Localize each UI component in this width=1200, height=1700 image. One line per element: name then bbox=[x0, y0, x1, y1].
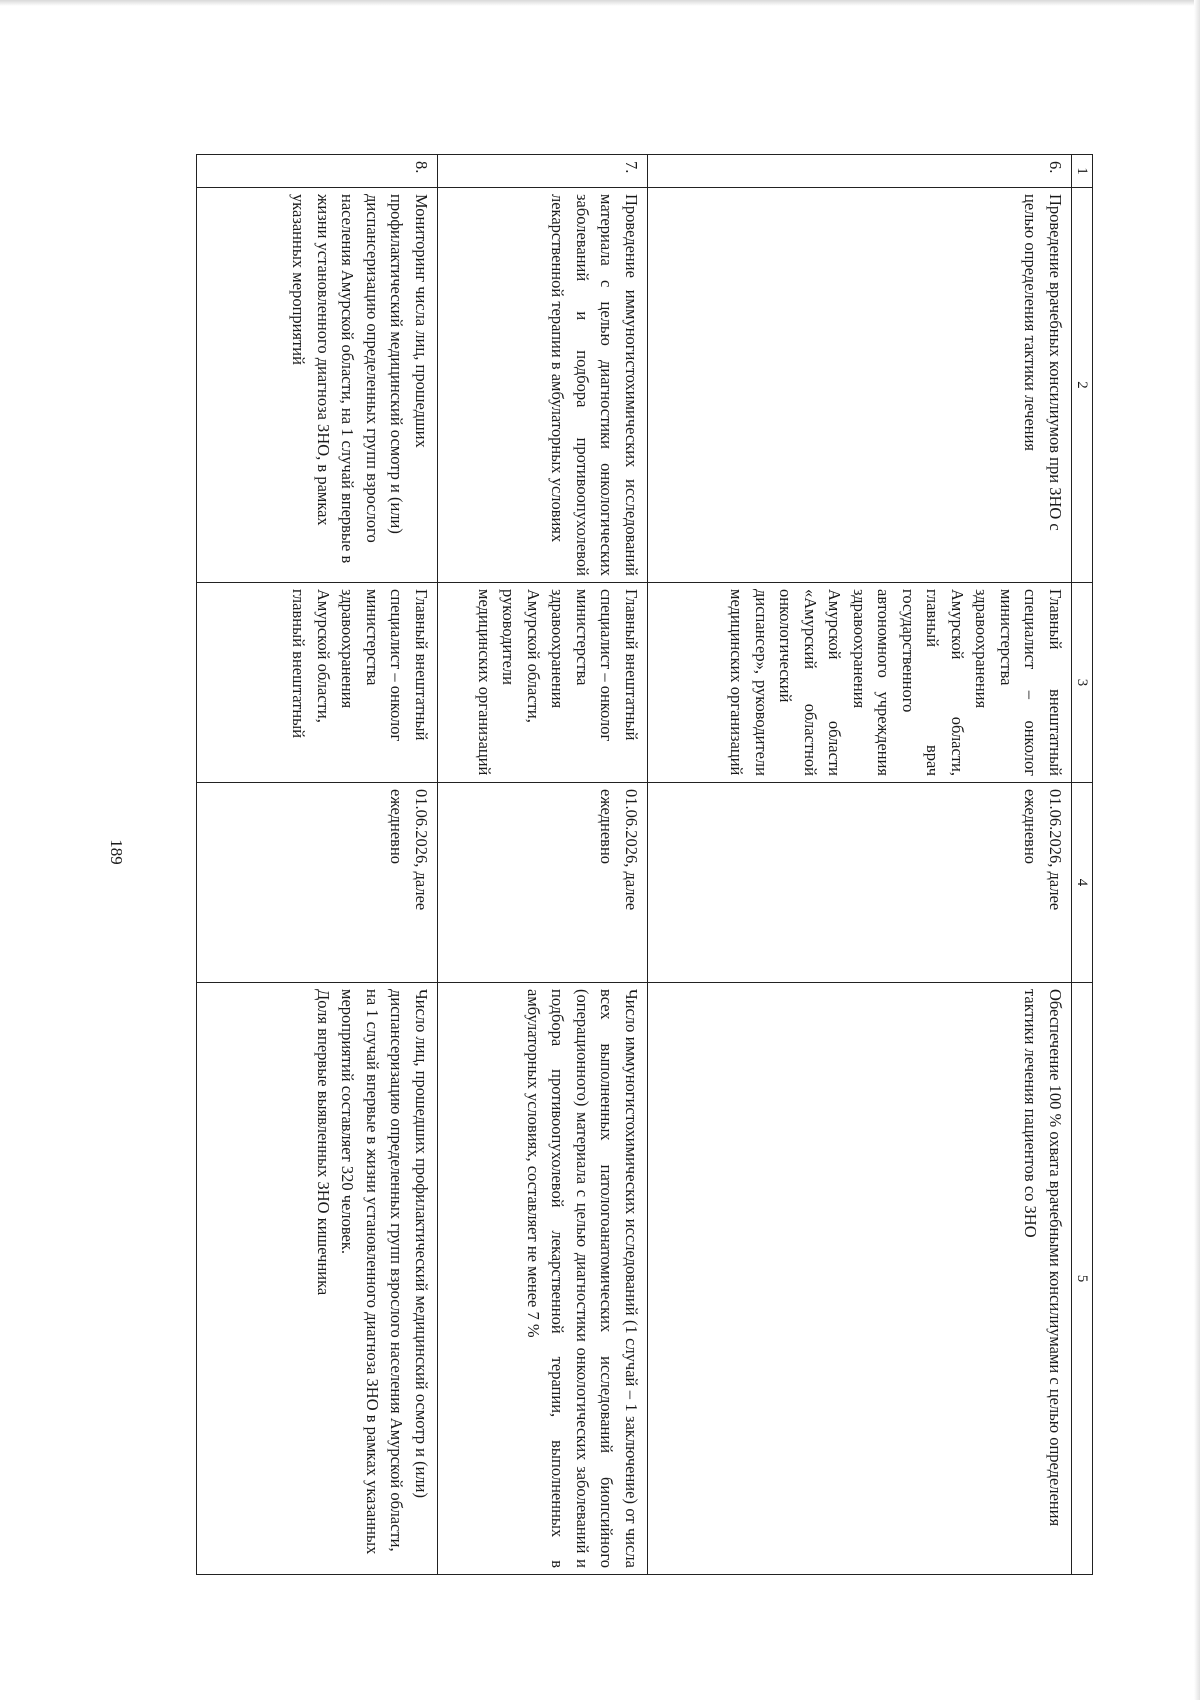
column-number-3: 3 bbox=[1072, 583, 1093, 783]
action-plan-table bbox=[196, 154, 1093, 1575]
row-number-cell: 6. bbox=[648, 155, 1072, 188]
event-cell: Проведение иммуногистохимических исследований материала с целью диагностики онкологических заболеваний и подбора противоопухолевой лекарственной терапии в амбулаторных условиях bbox=[438, 188, 648, 583]
responsible-cell: Главный внештатный специалист – онколог министерства здравоохранения Амурской области, главный врач государственного автономного учреждения здравоохранения Амурской области «Амурский областной онкологический диспансер», руководители медицинских организаций bbox=[648, 583, 1072, 783]
responsible-cell: Главный внештатный специалист – онколог министерства здравоохранения Амурской области, руководители медицинских организаций bbox=[438, 583, 648, 783]
table-row bbox=[197, 155, 438, 1575]
table-row bbox=[438, 155, 648, 1575]
row-number-cell: 7. bbox=[438, 155, 648, 188]
result-cell bbox=[197, 983, 438, 1575]
result-paragraph: Число лиц, прошедших профилактический медицинский осмотр и (или) диспансеризацию определенных групп взрослого населения Амурской области, на 1 случай впервые в жизни установленного диагноза ЗНО в рамках указанных мероприятий составляет 320 человек. bbox=[338, 989, 431, 1555]
result-cell: Обеспечение 100 % охвата врачебными консилиумами с целью определения тактики лечения пациентов со ЗНО bbox=[648, 983, 1072, 1575]
event-cell: Проведение врачебных консилиумов при ЗНО с целью определения тактики лечения bbox=[648, 188, 1072, 583]
event-cell: Мониторинг числа лиц, прошедших профилактический медицинский осмотр и (или) диспансеризацию определенных групп взрослого населения Амурской области, на 1 случай впервые в жизни установленного диагноза ЗНО, в рамках указанных мероприятий bbox=[197, 188, 438, 583]
result-cell: Число иммуногистохимических исследований (1 случай – 1 заключение) от числа всех выполненных патологоанатомических исследований биопсийного (операционного) материала с целью диагностики онкологических заболеваний и подбора противоопухолевой лекарственной терапии, выполненных в амбулаторных условиях, составляет не менее 7 % bbox=[438, 983, 648, 1575]
column-number-4: 4 bbox=[1072, 783, 1093, 983]
responsible-cell: Главный внештатный специалист – онколог министерства здравоохранения Амурской области, главный внештатный bbox=[197, 583, 438, 783]
deadline-cell: 01.06.2026, далее ежедневно bbox=[438, 783, 648, 983]
column-number-5: 5 bbox=[1072, 983, 1093, 1575]
deadline-cell: 01.06.2026, далее ежедневно bbox=[648, 783, 1072, 983]
column-number-2: 2 bbox=[1072, 188, 1093, 583]
result-paragraph-continued: Доля впервые выявленных ЗНО кишечника bbox=[314, 989, 333, 1296]
scan-edge-top bbox=[0, 0, 1200, 6]
page-number: 189 bbox=[107, 839, 126, 865]
column-number-1: 1 bbox=[1072, 155, 1093, 188]
table-row bbox=[648, 155, 1072, 1575]
scan-edge-right bbox=[1194, 0, 1200, 1700]
rotated-page-content bbox=[198, 154, 1093, 1574]
row-number-cell: 8. bbox=[197, 155, 438, 188]
table-header-row bbox=[1072, 155, 1093, 1575]
deadline-cell: 01.06.2026, далее ежедневно bbox=[197, 783, 438, 983]
